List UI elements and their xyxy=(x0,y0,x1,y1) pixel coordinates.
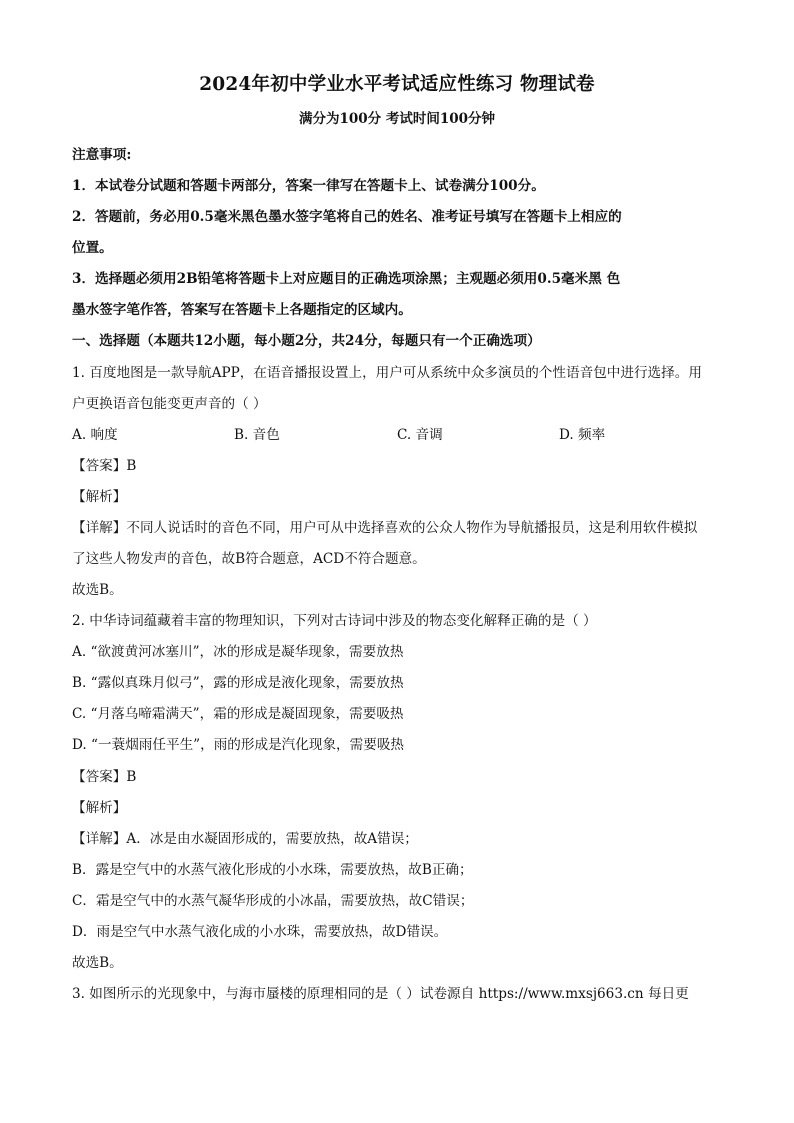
q1-detail-line2: 了这些人物发声的音色，故B符合题意，ACD不符合题意。 xyxy=(72,551,426,567)
q1-stem-line2: 户更换语音包能变更声音的（ ） xyxy=(72,396,267,412)
q1-option-b: B. 音色 xyxy=(234,427,280,443)
q2-detail-line2: B．露是空气中的水蒸气液化形成的小水珠，需要放热，故B正确； xyxy=(72,862,473,878)
page-title: 2024年初中学业水平考试适应性练习 物理试卷 xyxy=(199,74,595,95)
q1-option-d: D. 频率 xyxy=(559,427,606,443)
q1-option-a: A. 响度 xyxy=(72,427,118,443)
section-heading: 一、选择题（本题共12小题，每小题2分，共24分，每题只有一个正确选项） xyxy=(72,333,541,349)
q2-stem: 2. 中华诗词蕴藏着丰富的物理知识，下列对古诗词中涉及的物态变化解释正确的是（ ） xyxy=(72,613,597,629)
notice-item-2-line1: 2．答题前，务必用0.5毫米黑色墨水签字笔将自己的姓名、准考证号填写在答题卡上相应的 xyxy=(72,209,622,225)
q3-source-note: 试卷源自 https://www.mxsj663.cn 每日更 xyxy=(419,986,689,1002)
q1-analysis-label: 【解析】 xyxy=(72,489,127,505)
notice-heading: 注意事项: xyxy=(72,147,132,163)
q3-line xyxy=(72,982,689,1002)
q2-option-a: A. “欲渡黄河冰塞川”，冰的形成是凝华现象，需要放热 xyxy=(72,644,404,660)
notice-item-3-line2: 墨水签字笔作答，答案写在答题卡上各题指定的区域内。 xyxy=(72,302,412,318)
q1-answer: 【答案】B xyxy=(72,458,137,474)
page-subtitle: 满分为100分 考试时间100分钟 xyxy=(298,111,496,127)
notice-item-3-line1: 3．选择题必须用2B铅笔将答题卡上对应题目的正确选项涂黑；主观题必须用0.5毫米黑 色 xyxy=(72,271,621,287)
q3-stem: 3. 如图所示的光现象中，与海市蜃楼的原理相同的是（ ） xyxy=(72,986,420,1002)
q1-conclusion: 故选B。 xyxy=(72,582,123,598)
notice-item-2-line2: 位置。 xyxy=(72,240,113,256)
q2-answer: 【答案】B xyxy=(72,769,137,785)
q1-option-c: C. 音调 xyxy=(397,427,443,443)
q1-detail-line1: 【详解】不同人说话时的音色不同，用户可从中选择喜欢的公众人物作为导航播报员，这是利用软件模拟 xyxy=(72,520,698,536)
q2-detail-line3: C．霜是空气中的水蒸气凝华形成的小冰晶，需要放热，故C错误； xyxy=(72,893,474,909)
q2-option-d: D. “一蓑烟雨任平生”，雨的形成是汽化现象，需要吸热 xyxy=(72,737,405,753)
q2-detail-line1: 【详解】A．冰是由水凝固形成的，需要放热，故A错误； xyxy=(72,831,418,847)
notice-item-1: 1．本试卷分试题和答题卡两部分，答案一律写在答题卡上、试卷满分100分。 xyxy=(72,178,545,194)
q2-analysis-label: 【解析】 xyxy=(72,800,127,816)
q1-stem-line1: 1. 百度地图是一款导航APP，在语音播报设置上，用户可从系统中众多演员的个性语音包中进行选择。用 xyxy=(72,365,702,381)
q2-detail-line4: D．雨是空气中水蒸气液化成的小水珠，需要放热，故D错误。 xyxy=(72,924,448,940)
q2-option-b: B. “露似真珠月似弓”，露的形成是液化现象，需要放热 xyxy=(72,675,404,691)
q2-option-c: C. “月落乌啼霜满天”，霜的形成是凝固现象，需要吸热 xyxy=(72,706,404,722)
q2-conclusion: 故选B。 xyxy=(72,955,123,971)
